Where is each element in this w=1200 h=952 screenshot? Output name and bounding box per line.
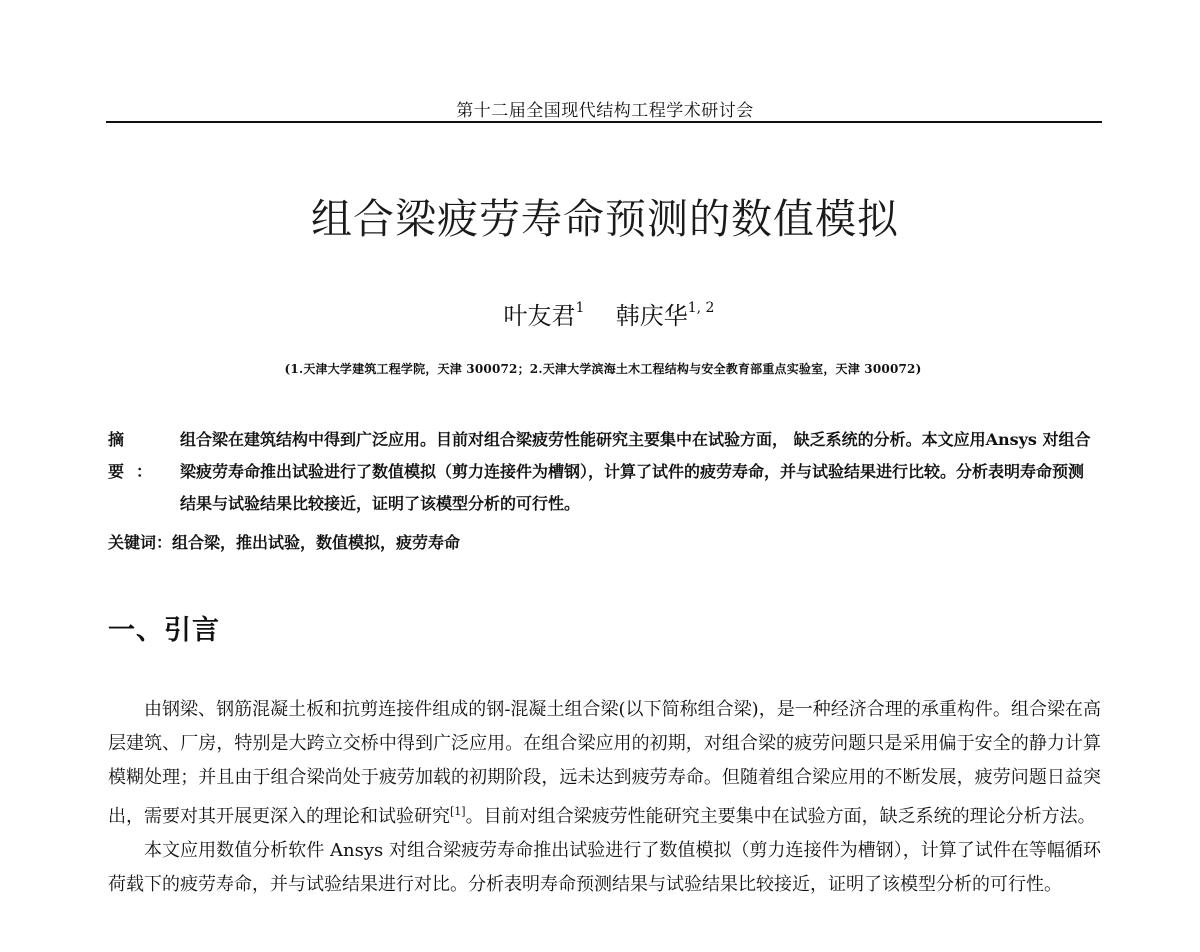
author-affil-mark: 1, 2: [687, 300, 715, 316]
paragraph-text: 。目前对组合梁疲劳性能研究主要集中在试验方面，缺乏系统的理论分析方法。: [465, 806, 1096, 827]
keywords: [108, 530, 460, 553]
author-affil-mark: 1: [575, 300, 585, 316]
abstract: [108, 424, 1098, 520]
header-rule: [106, 121, 1102, 123]
paragraph: [108, 693, 1101, 834]
keywords-label: 关键词：: [108, 533, 173, 552]
paper-title: 组合梁疲劳寿命预测的数值模拟: [311, 195, 899, 243]
keywords-text: 组合梁，推出试验，数值模拟，疲劳寿命: [172, 533, 461, 552]
abstract-label: 摘 要：: [108, 430, 165, 481]
citation: [1]: [450, 805, 466, 818]
author-name: 韩庆华: [615, 302, 688, 330]
author-name: 叶友君: [503, 302, 576, 330]
paragraph: 本文应用数值分析软件 Ansys 对组合梁疲劳寿命推出试验进行了数值模拟（剪力连接件为槽钢），计算了试件在等幅循环荷载下的疲劳寿命，并与试验结果进行对比。分析表明寿命预测结果与试验结果比较接近，证明了该模型分析的可行性。: [108, 840, 1101, 895]
section-heading: 一、引言: [108, 615, 220, 646]
author-line: [0, 296, 1200, 331]
paragraph-text: 由钢梁、钢筋混凝土板和抗剪连接件组成的钢-混凝土组合梁(以下简称组合梁)，是一种经济合理的承重构件。组合梁在高层建筑、厂房，特别是大跨立交桥中得到广泛应用。在组合梁应用的初期，对组合梁的疲劳问题只是采用偏于安全的静力计算模糊处理；并且由于组合梁尚处于疲劳加载的初期阶段，远未达到疲劳寿命。但随着组合梁应用的不断发展，疲劳问题日益突出，需要对其开展更深入的理论和试验研究: [108, 699, 1101, 827]
conference-header: 第十二届全国现代结构工程学术研讨会: [456, 101, 754, 121]
abstract-text: 组合梁在建筑结构中得到广泛应用。目前对组合梁疲劳性能研究主要集中在试验方面， 缺乏系统的分析。本文应用Ansys 对组合梁疲劳寿命推出试验进行了数值模拟（剪力连接件为槽钢），计算了试件的疲劳寿命，并与试验结果进行比较。分析表明寿命预测结果与试验结果比较接近，证明了该模型分析的可行性。: [180, 430, 1091, 513]
affiliation: (1.天津大学建筑工程学院，天津 300072；2.天津大学滨海土木工程结构与安全教育部重点实验室，天津 300072): [284, 362, 922, 376]
body-text: [108, 693, 1101, 902]
